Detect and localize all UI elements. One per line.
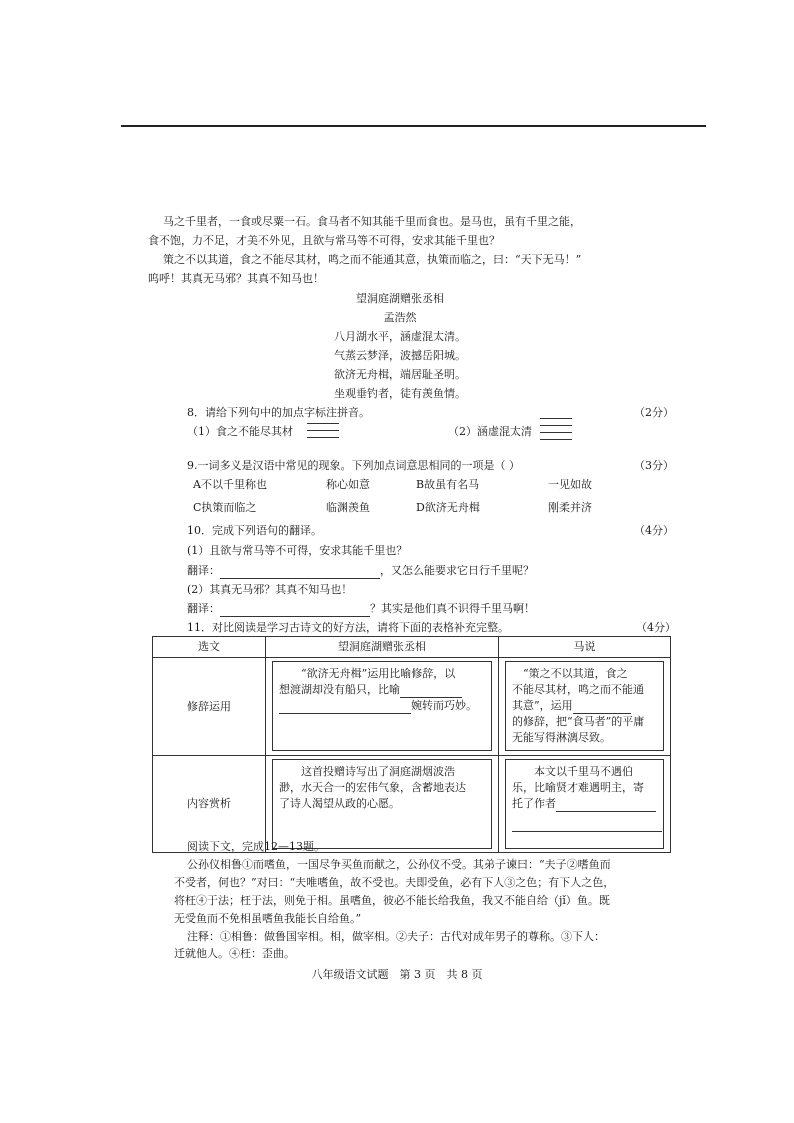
q9-option: 刚柔并济 bbox=[548, 501, 592, 514]
poem-line: 欲济无舟楫，端居耻圣明。 bbox=[334, 368, 466, 381]
cell-poem-content bbox=[266, 756, 499, 853]
reading-intro: 阅读下文，完成12—13题。 bbox=[187, 840, 325, 853]
translation-suffix: ，又怎么能要求它日行千里呢？ bbox=[380, 564, 534, 577]
q8-item-a: （1）食之不能尽其材 bbox=[187, 425, 293, 438]
reading-line: 公孙仪相鲁①而嗜鱼，一国尽争买鱼而献之，公孙仪不受。其弟子谏曰：“夫子②嗜鱼而 bbox=[187, 858, 611, 871]
q9-option: C执策而临之 bbox=[193, 501, 257, 514]
cell-poem-rhetoric bbox=[266, 658, 499, 756]
reading-line: 将枉④于法；枉于法，则免于相。虽嗜鱼，彼必不能长给我鱼，我又不能自给（jǐ）鱼。既 bbox=[174, 894, 610, 907]
cell-box: 本文以千里马不遇伯 乐，比喻贤才难遇明主，寄 托了作者 bbox=[505, 759, 664, 849]
translation-label: 翻译： bbox=[187, 602, 220, 615]
q10-stem: 10．完成下列语句的翻译。 bbox=[187, 524, 322, 537]
q8-stem: 8．请给下列句中的加点字标注拼音。 bbox=[187, 406, 370, 419]
reading-line: 不受者，何也？”对曰：“夫唯嗜鱼，故不受也。夫即受鱼，必有下人③之色；有下人之色， bbox=[174, 876, 615, 889]
poem-author: 孟浩然 bbox=[383, 311, 417, 324]
reading-line: 无受鱼而不免相虽嗜鱼我能长自给鱼。” bbox=[174, 912, 362, 925]
poem-line: 八月湖水平，涵虚混太清。 bbox=[334, 330, 466, 343]
cell-box: “欲济无舟楫”运用比喻修辞，以 想渡湖却没有船只，比喻 婉转而巧妙。 bbox=[272, 661, 492, 751]
q9-option: B故虽有名马 bbox=[416, 478, 480, 491]
translation-blank-1[interactable] bbox=[220, 578, 380, 579]
q9-score: （3分） bbox=[634, 459, 674, 472]
translation-label: 翻译： bbox=[187, 564, 220, 577]
answer-blank[interactable] bbox=[279, 713, 411, 714]
q9-option: D欲济无舟楫 bbox=[416, 501, 480, 514]
passage-line: 食不饱，力不足，才美不外见，且欲与常马等不可得，安求其能千里也？ bbox=[148, 234, 500, 247]
translation-suffix: ？其实是他们真不识得千里马啊！ bbox=[370, 602, 535, 615]
q10-score: （4分） bbox=[634, 524, 674, 537]
table-header: 马说 bbox=[499, 637, 671, 658]
q9-option: 称心如意 bbox=[326, 478, 370, 491]
table-header: 选文 bbox=[153, 637, 266, 658]
translation-blank-2[interactable] bbox=[220, 616, 370, 617]
reading-note: 注释：①相鲁：做鲁国宰相。相，做宰相。②夫子：古代对成年男子的尊称。③下人： bbox=[187, 930, 605, 943]
q8-item-b: （2）涵虚混太清 bbox=[448, 425, 532, 438]
q11-score: （4分） bbox=[636, 621, 676, 634]
row-label-content: 内容赏析 bbox=[153, 756, 266, 853]
q9-option: 一见如故 bbox=[548, 478, 592, 491]
page-footer: 八年级语文试题 第 3 页 共 8 页 bbox=[311, 968, 483, 981]
poem-title: 望洞庭湖赠张丞相 bbox=[356, 292, 444, 305]
passage-line: 呜呼！其真无马邪？其真不知马也！ bbox=[148, 272, 324, 285]
answer-blank[interactable] bbox=[512, 831, 662, 832]
q8-score: （2分） bbox=[634, 406, 674, 419]
row-label-rhetoric: 修辞运用 bbox=[153, 658, 266, 756]
q10-translation-2 bbox=[187, 601, 535, 617]
cell-box: “策之不以其道，食之 不能尽其材，鸣之而不能通 其意”，运用 的修辞，把“食马者”的平庸 无能写得淋漓尽致。 bbox=[505, 661, 664, 751]
q9-option: 临渊羡鱼 bbox=[326, 501, 370, 514]
q9-stem: 9.一词多义是汉语中常见的现象。下列加点词意思相同的一项是（ ） bbox=[187, 459, 520, 472]
q9-option: A不以千里称也 bbox=[193, 478, 267, 491]
cell-ma-rhetoric bbox=[499, 658, 671, 756]
cell-ma-content bbox=[499, 756, 671, 853]
answer-blank[interactable] bbox=[556, 811, 656, 812]
cell-box: 这首投赠诗写出了洞庭湖烟波浩 渺，水天合一的宏伟气象，含蓄地表达 了诗人渴望从政的心愿。 bbox=[272, 759, 492, 849]
passage-line: 马之千里者，一食或尽粟一石。食马者不知其能千里而食也。是马也，虽有千里之能， bbox=[163, 215, 581, 228]
header-rule bbox=[121, 125, 706, 127]
q11-stem: 11．对比阅读是学习古诗文的好方法，请将下面的表格补充完整。 bbox=[187, 621, 509, 634]
q8-answer-b[interactable] bbox=[540, 418, 572, 446]
reading-note: 迁就他人。④枉：歪曲。 bbox=[174, 947, 295, 960]
poem-line: 气蒸云梦泽，波撼岳阳城。 bbox=[334, 349, 466, 362]
q8-answer-a[interactable] bbox=[307, 423, 339, 444]
comparison-table bbox=[152, 636, 671, 853]
q10-sentence-1: (1）且欲与常马等不可得，安求其能千里也？ bbox=[187, 544, 408, 557]
q10-translation-1 bbox=[187, 563, 534, 579]
passage-line: 策之不以其道，食之不能尽其材，鸣之而不能通其意，执策而临之，曰：“天下无马！” bbox=[163, 253, 582, 266]
table-header: 望洞庭湖赠张丞相 bbox=[266, 637, 499, 658]
poem-line: 坐观垂钓者，徒有羡鱼情。 bbox=[334, 387, 466, 400]
q10-sentence-2: (2）其真无马邪？其真不知马也！ bbox=[187, 583, 353, 596]
